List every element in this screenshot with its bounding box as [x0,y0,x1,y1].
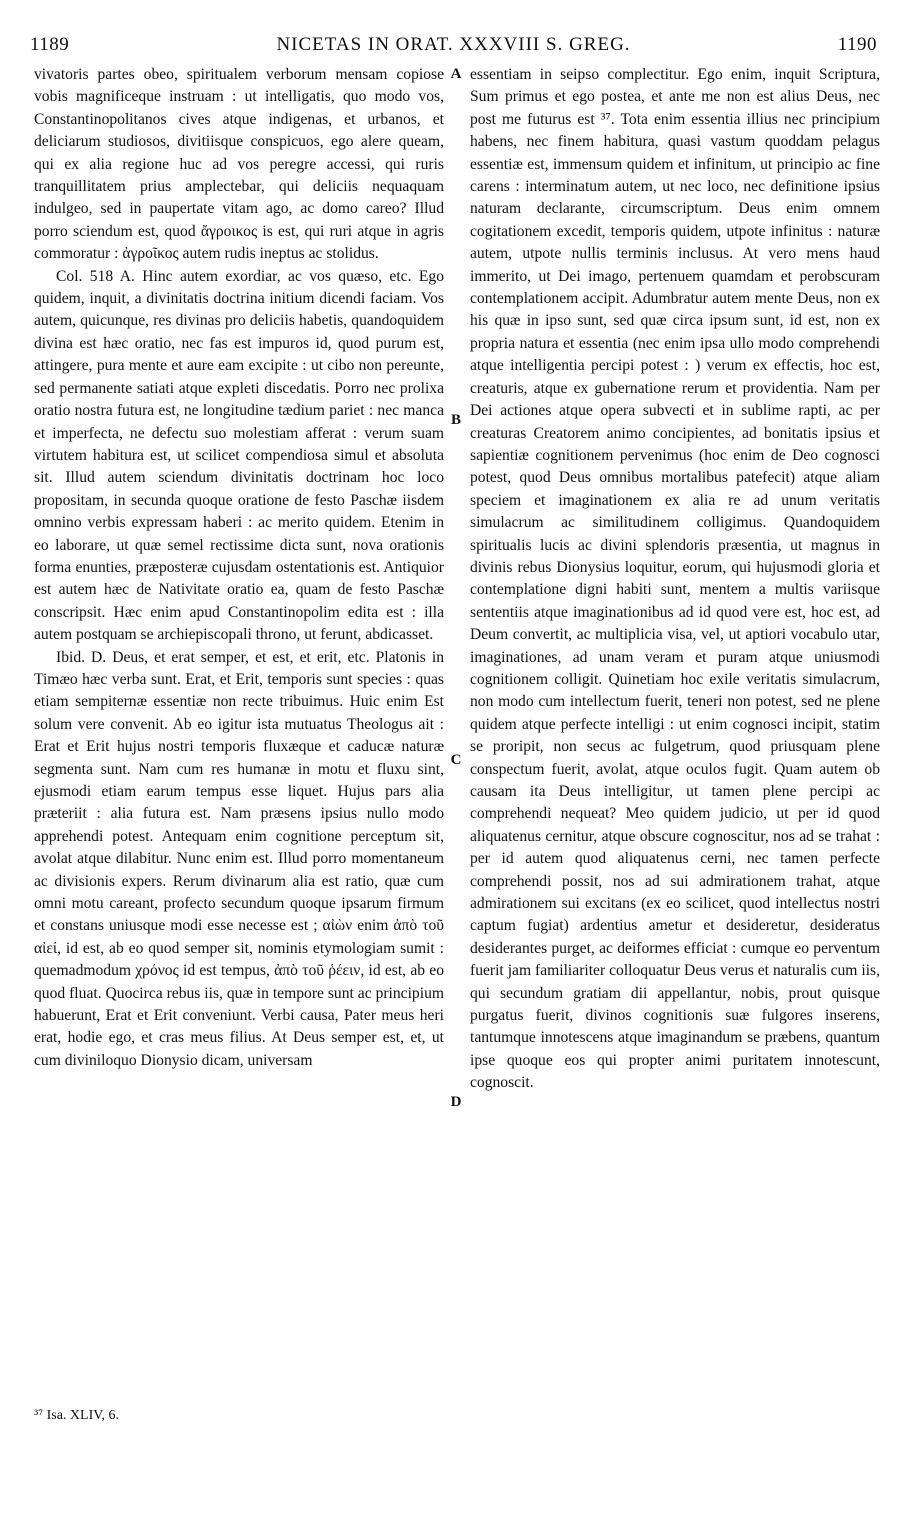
page-number-left: 1189 [30,34,70,55]
right-paragraph-1: essentiam in seipso complectitur. Ego enim, inquit Scriptura, Sum primus et ego postea, et ante me non est alius Deus, nec post me futurus est ³⁷. Tota enim essentia illius nec principium habens, nec finem habitura, quasi vastum quoddam pelagus essentiæ est, immensum quidem et infinitum, ut principio ac fine carens : interminatum autem, ut nec loco, nec definitione ipsius naturam declarante, circumscriptum. Deus enim omnem cogitationem excedit, temporis quidem, utpote infinitus : naturæ autem, utpote nullis terminis inclusus. At vero mens haud immerito, ut Dei imago, pertenuem quamdam et perobscuram contemplationem accipit. Adumbratur autem mente Deus, non ex his quæ in ipso sunt, sed quæ circa ipsum sunt, id est, non ex propria natura et essentia (nec enim ipsa ullo modo comprehendi atque intelligentia percipi potest : ) verum ex effectis, hoc est, creaturis, atque ex gubernatione rerum et providentia. Nam per Dei actiones atque opera subvecti et in sublime rapti, ac per creaturas Creatorem animo concipientes, ad bonitatis ipsius et sapientiæ cognitionem pervenimus (hoc enim de Deo cognosci potest, quod Deus omnibus mortalibus patefecit) atque aliam speciem et imaginationem ex alia re ad unum veritatis simulacrum ac similitudinem colligimus. Quandoquidem spiritualis lucis ac divini splendoris præsentia, ut magnus in divinis rebus Dionysius loquitur, eorum, qui hujusmodi gloria et contemplatione digni habiti sunt, mentem a multis variisque sententiis atque imaginationibus ad id quod vere est, hoc est, ad Deum convertit, ac multiplicia visa, vel, ut aptiori vocabulo utar, imaginationes, ad unam veram et puram atque uniusmodi cognitionem colligit. Quinetiam hoc exile veritatis simulacrum, non modo cum intellectum fuerit, teneri non potest, sed ne plene quidem atque perfecte intelligi : ut enim cognosci incipit, statim se proripit, non secus ac fulgetrum, quod priusquam plene conspectum fuerit, avolat, atque oculos fugit. Quam autem ob causam ita Deus intelligitur, ut tamen plene percipi ac comprehendi nequeat? Meo quidem judicio, ut per id quod aliquatenus cernitur, atque obscure cognoscitur, nos ad se trahat : per id autem quod aliquatenus cerni, nec tamen perfecte comprehendi possit, nos ad sui admirationem trahat, atque admirationem sui excitans (ex eo scilicet, quod intellectus nostri captum fugiat) ardentius ametur et desideretur, desideratus desiderantes purget, ac deiformes efficiat : cumque eo perventum fuerit jam familiariter colloquatur Deus verus et naturalis cum iis, qui secundum gratiam dii appellantur, nobis, prout quisque purgatus fuerit, divinos cognitionis suæ fulgores inserens, tantumque innotescens atque imaginandum se præbens, quantum ipse quoque eos qui propter animi puritatem innotescunt, cognoscit. [470,66,880,1092]
running-header [30,34,877,60]
footnote: ³⁷ Isa. XLIV, 6. [34,1408,120,1423]
column-marker-b: B [450,412,461,428]
column-marker-c: C [450,752,462,768]
page-number-right: 1190 [837,34,877,55]
left-paragraph-1: vivatoris partes obeo, spiritualem verborum mensam copiose vobis magnificeque instruam : ut intelligatis, quo modo vos, Constantinopolitanos cives atque indigenas, et urbanos, et deliciarum studiosos, divitiisque conspicuos, ego alere queam, qui ex alia regione huc ad vos peregre accessi, qui ruris tranquillitatem prius amplectebar, qui deliciis nequaquam indulgeo, sed in paupertate vitam ago, ac domo careo? Illud porro sciendum est, quod ἄγροικος is est, qui ruri atque in agris commoratur : ἀγροῖκος autem rudis ineptus ac stolidus. [34,66,444,263]
left-paragraph-3: Ibid. D. Deus, et erat semper, et est, et erit, etc. Platonis in Timæo hæc verba sunt. Erat, et Erit, temporis sunt species : quas etiam sempiternæ essentiæ non recte tribuimus. Huic enim Est solum vere convenit. Ab eo igitur ista mutuatus Theologus ait : Erat et Erit hujus nostri temporis fluxæque et caducæ naturæ segmenta sunt. Nam cum res humanæ in motu et fluxu sint, ejusmodi etiam earum tempus esse liquet. Hujus pars alia præteriit : alia futura est. Nam præsens ipsius nullo modo apprehendi potest. Antequam enim cognitione perceptum sit, avolat atque dilabitur. Nunc enim est. Illud porro momentaneum ac divisionis expers. Rerum divinarum alia est ratio, quæ cum omni motu careant, profecto secundum quoque ipsarum firmum et constans uniusque modi esse necesse est ; αἰὼν enim ἀπὸ τοῦ αἰεί, id est, ab eo quod semper sit, nominis etymologiam sumit : quemadmodum χρόνος id est tempus, ἀπὸ τοῦ ῥέειν, id est, ab eo quod fluat. Quocirca rebus iis, quæ in tempore sunt ac principium habuerunt, Erat et Erit conveniunt. Verbi causa, Pater meus heri erat, hodie ego, et cras meus filius. At Deus semper est, et, ut cum diviniloquo Dionysio dicam, universam [34,648,444,1069]
column-marker-d: D [450,1094,462,1110]
left-column [34,64,444,1072]
right-column [470,64,880,1095]
running-title: NICETAS IN ORAT. XXXVIII S. GREG. [276,34,631,55]
left-paragraph-2: Col. 518 A. Hinc autem exordiar, ac vos quæso, etc. Ego quidem, inquit, a divinitatis doctrina initium dicendi faciam. Vos autem, quicunque, res divinas pro deliciis habetis, quandoquidem divina est hæc oratio, nec fas est impuros id, quod purum est, attingere, pura mente et aure eam excipite : ut cibo non pereunte, sed permanente satiati atque expleti discedatis. Porro nec prolixa oratio nostra futura est, ne longitudine tædium pariet : nec manca et imperfecta, ne defectu suo molestiam afferat : verum suam virtutem habitura est, ut scilicet compendiosa simul et absoluta sit. Illud autem sciendum divinitatis doctrinam hoc loco propositam, in secunda quoque oratione de festo Paschæ iisdem omnino verbis expressam haberi : ac merito quidem. Etenim in eo laborare, ut quæ semel rectissime dicta sunt, nova orationis forma enunties, præposteræ cujusdam ostentationis est. Antiquior est autem hæc de Nativitate oratio ea, quam de festo Paschæ conscripsit. Hæc enim apud Constantinopolim edita est : illa autem postquam se archiepiscopali throno, ut ferunt, abdicasset. [34,267,444,644]
column-marker-a: A [450,66,462,82]
